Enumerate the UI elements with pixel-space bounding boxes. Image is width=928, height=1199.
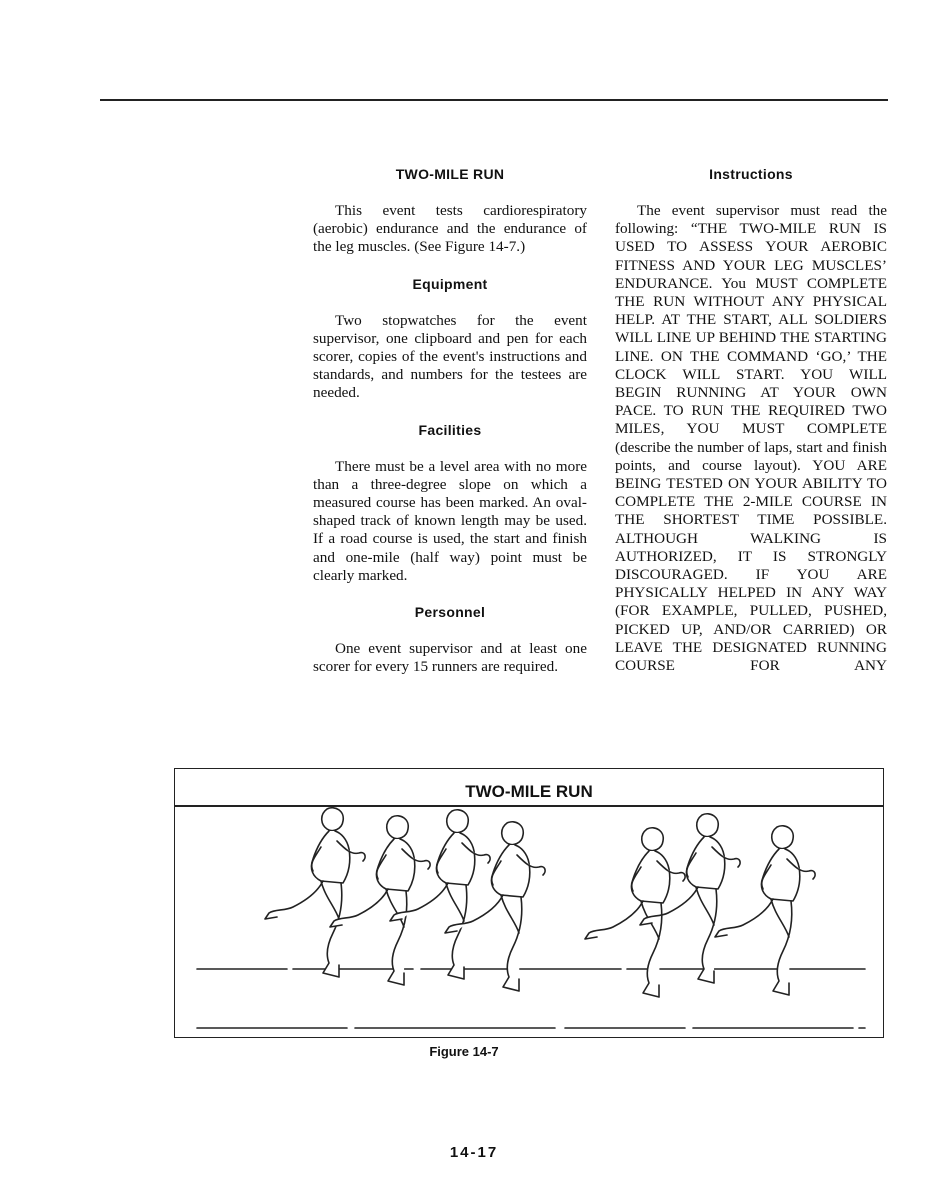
instructions-heading: Instructions bbox=[709, 166, 793, 182]
figure-title: TWO-MILE RUN bbox=[175, 769, 883, 807]
right-column bbox=[615, 165, 887, 675]
section-title: TWO-MILE RUN bbox=[395, 166, 505, 182]
top-rule bbox=[100, 99, 888, 101]
page-number: 14-17 bbox=[449, 1144, 499, 1161]
personnel-heading: Personnel bbox=[414, 604, 486, 621]
runner-figure bbox=[265, 808, 365, 977]
instructions-paragraph: The event supervisor must read the following: “THE TWO-MILE RUN IS USED TO ASSESS YOUR AEROBIC FITNESS AND YOUR LEG MUSCLES’ ENDURANCE. You MUST COMPLETE THE RUN WITHOUT ANY PHYSICAL HELP. AT THE START, ALL SOLDIERS WILL LINE UP BEHIND THE STARTING LINE. ON THE COMMAND ‘GO,’ THE CLOCK WILL START. YOU WILL BEGIN RUNNING AT YOUR OWN PACE. TO RUN THE REQUIRED TWO MILES, YOU MUST COMPLETE (describe the number of laps, start and finish points, and course layout). YOU ARE BEING TESTED ON YOUR ABILITY TO COMPLETE THE 2-MILE COURSE IN THE SHORTEST TIME POSSIBLE. ALTHOUGH WALKING IS AUTHORIZED, IT IS STRONGLY DISCOURAGED. IF YOU ARE PHYSICALLY HELPED IN ANY WAY (FOR EXAMPLE, PULLED, PUSHED, PICKED UP, AND/OR CARRIED) OR LEAVE THE DESIGNATED RUNNING COURSE FOR ANY bbox=[615, 202, 887, 675]
figure-box bbox=[174, 768, 884, 1038]
facilities-paragraph: There must be a level area with no more than a three-degree slope on which a measured course has been marked. An oval-shaped track of known length may be used. If a road course is used, the start and finish and one-mile (half way) point must be clearly marked. bbox=[313, 457, 587, 584]
equipment-paragraph: Two stopwatches for the event supervisor, one clipboard and pen for each scorer, copies of the event's instructions and standards, and numbers for the testees are needed. bbox=[313, 311, 587, 402]
personnel-paragraph: One event supervisor and at least one scorer for every 15 runners are required. bbox=[313, 640, 587, 676]
figure-caption: Figure 14-7 bbox=[429, 1044, 499, 1059]
runners-illustration bbox=[175, 807, 883, 1035]
equipment-heading: Equipment bbox=[412, 275, 488, 292]
intro-paragraph: This event tests cardiorespiratory (aerobic) endurance and the endurance of the leg muscles. (See Figure 14-7.) bbox=[313, 202, 587, 256]
left-column bbox=[313, 165, 587, 676]
facilities-heading: Facilities bbox=[418, 421, 482, 438]
